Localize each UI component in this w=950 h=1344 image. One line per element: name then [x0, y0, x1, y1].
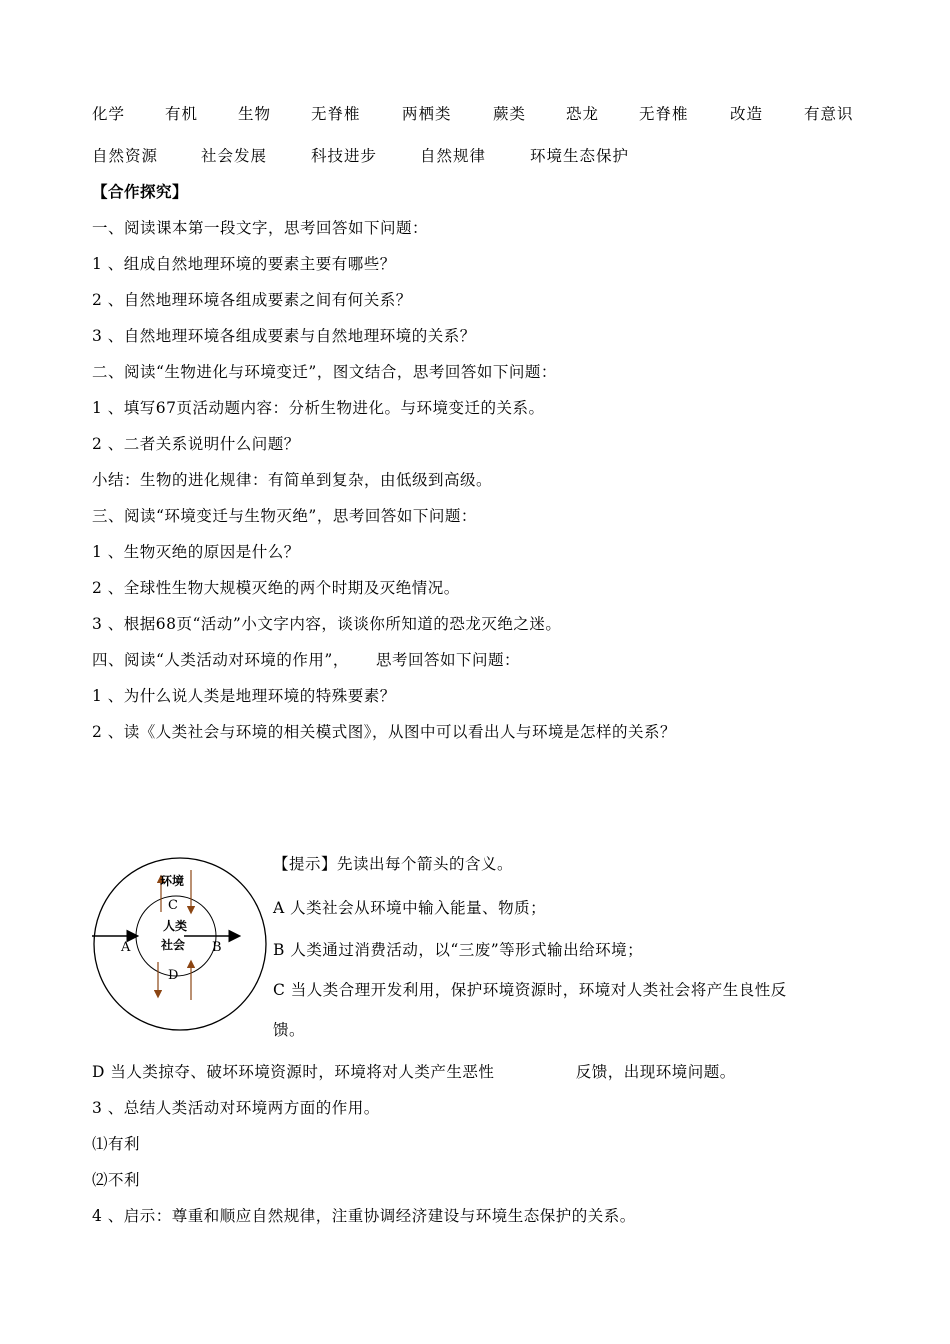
- hint-c-line1: C 当人类合理开发利用，保护环境资源时，环境对人类社会将产生良性反: [273, 981, 787, 999]
- question: 1 、组成自然地理环境的要素主要有哪些？: [92, 255, 396, 273]
- part1-heading: 一、阅读课本第一段文字，思考回答如下问题：: [92, 219, 429, 237]
- word-bank-item: 科技进步: [311, 147, 378, 165]
- hint-c-line2: 馈。: [273, 1021, 306, 1039]
- word-bank-item: 自然规律: [420, 147, 487, 165]
- word-bank-item: 化学: [92, 105, 126, 123]
- question: 3 、根据68页“活动”小文字内容，谈谈你所知道的恐龙灭绝之迷。: [92, 615, 562, 633]
- summary: 小结：生物的进化规律：有简单到复杂，由低级到高级。: [92, 471, 493, 489]
- word-bank-item: 自然资源: [92, 147, 159, 165]
- part2-heading: 二、阅读“生物进化与环境变迁”，图文结合，思考回答如下问题：: [92, 363, 557, 381]
- word-bank-item: 环境生态保护: [530, 147, 630, 165]
- hint-b: B 人类通过消费活动，以“三废”等形式输出给环境；: [273, 941, 644, 959]
- part4-heading: 四、阅读“人类活动对环境的作用”， 思考回答如下问题：: [92, 651, 520, 669]
- word-bank-item: 两栖类: [402, 105, 452, 123]
- label-society-2: 社会: [161, 938, 186, 952]
- word-bank-item: 无脊椎: [311, 105, 361, 123]
- word-bank-item: 社会发展: [201, 147, 268, 165]
- label-society-1: 人类: [163, 919, 188, 933]
- hint-title: 【提示】先读出每个箭头的含义。: [273, 855, 514, 873]
- answer-item: ⑴有利: [92, 1135, 141, 1153]
- question: 2 、二者关系说明什么问题？: [92, 435, 300, 453]
- human-environment-diagram: [88, 852, 272, 1036]
- word-bank-item: 蕨类: [493, 105, 527, 123]
- part3-heading: 三、阅读“环境变迁与生物灭绝”，思考回答如下问题：: [92, 507, 477, 525]
- word-bank-item: 改造: [730, 105, 764, 123]
- question: 3 、自然地理环境各组成要素与自然地理环境的关系？: [92, 327, 476, 345]
- label-b: B: [212, 940, 222, 955]
- question: 1 、填写67页活动题内容：分析生物进化。与环境变迁的关系。: [92, 399, 545, 417]
- label-environment: 环境: [160, 874, 185, 888]
- label-a: A: [121, 940, 131, 955]
- question: 2 、读《人类社会与环境的相关模式图》，从图中可以看出人与环境是怎样的关系？: [92, 723, 677, 741]
- word-bank-item: 恐龙: [566, 105, 600, 123]
- question: 1 、为什么说人类是地理环境的特殊要素？: [92, 687, 396, 705]
- hint-a: A 人类社会从环境中输入能量、物质；: [273, 899, 547, 917]
- question: 2 、自然地理环境各组成要素之间有何关系？: [92, 291, 412, 309]
- label-d: D: [168, 968, 179, 983]
- word-bank-item: 有意识: [804, 105, 854, 123]
- question: 3 、总结人类活动对环境两方面的作用。: [92, 1099, 380, 1117]
- word-bank-item: 生物: [238, 105, 272, 123]
- question: 2 、全球性生物大规模灭绝的两个时期及灭绝情况。: [92, 579, 460, 597]
- answer-item: ⑵不利: [92, 1171, 141, 1189]
- hint-d: D 当人类掠夺、破坏环境资源时，环境将对人类产生恶性 反馈，出现环境问题。: [92, 1063, 736, 1081]
- question: 4 、启示：尊重和顺应自然规律，注重协调经济建设与环境生态保护的关系。: [92, 1207, 636, 1225]
- word-bank-item: 无脊椎: [639, 105, 689, 123]
- label-c: C: [168, 898, 178, 913]
- question: 1 、生物灭绝的原因是什么？: [92, 543, 300, 561]
- word-bank-item: 有机: [165, 105, 199, 123]
- section-title: 【合作探究】: [92, 183, 189, 201]
